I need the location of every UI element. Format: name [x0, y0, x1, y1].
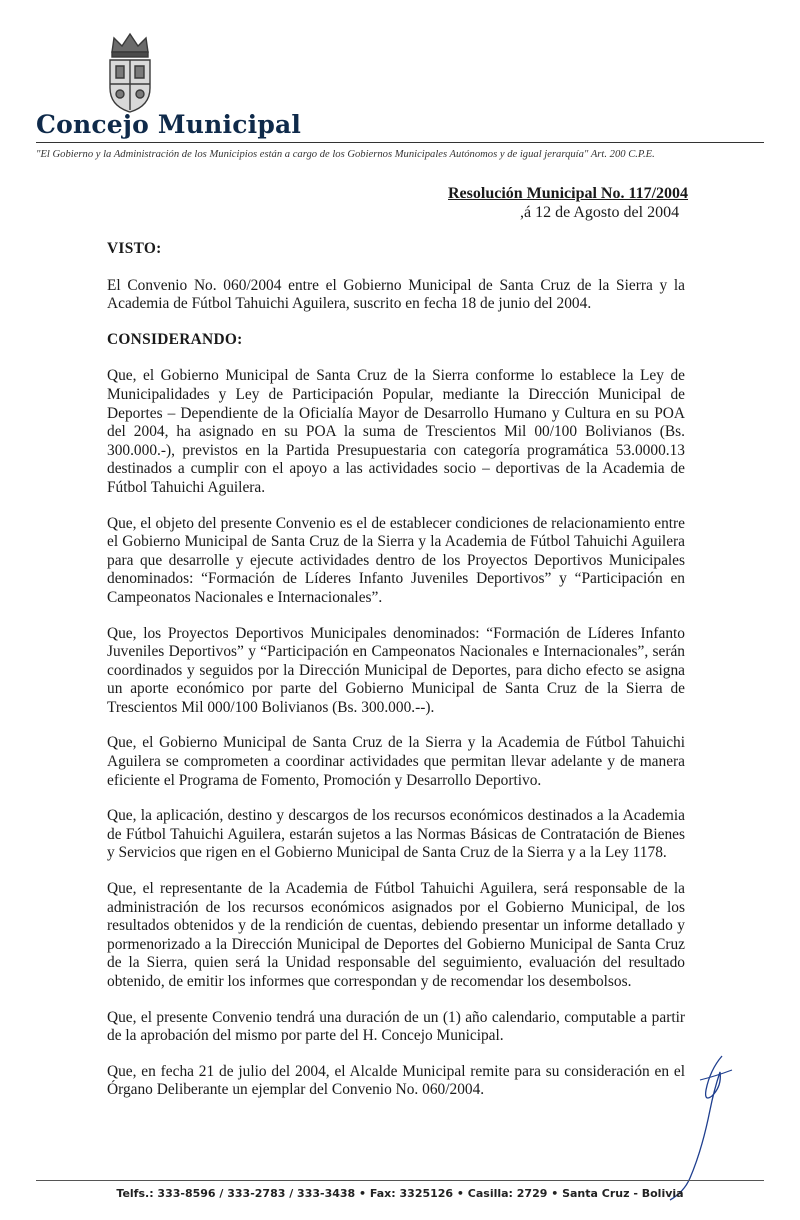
footer-divider: [36, 1180, 764, 1181]
considerando-paragraph: Que, el Gobierno Municipal de Santa Cruz de la Sierra conforme lo establece la Ley de Municipalidades y Ley de Participación Popular, mediante la Dirección Municipal de Deportes – Dependiente de la Oficialía Mayor de Desarrollo Humano y Cultura en su POA del 2004, ha asignado en su POA la suma de Trescientos Mil 00/100 Bolivianos (Bs. 300.000.-), previstos en la Partida Presupuestaria con categoría programática 53.0000.13 destinados a cumplir con el apoyo a las actividades socio – deportivas de la Academia de Fútbol Tahuichi Aguilera.: [107, 367, 685, 496]
considerando-paragraph: Que, el presente Convenio tendrá una duración de un (1) año calendario, computable a partir de la aprobación del mismo por parte del H. Concejo Municipal.: [107, 1008, 685, 1045]
considerando-paragraph: Que, el Gobierno Municipal de Santa Cruz de la Sierra y la Academia de Fútbol Tahuichi Aguilera se comprometen a coordinar actividades que permitan llevar adelante y de manera eficiente el Programa de Fomento, Promoción y Desarrollo Deportivo.: [107, 734, 685, 789]
considerando-paragraph: Que, en fecha 21 de julio del 2004, el Alcalde Municipal remite para su consideración en el Órgano Deliberante un ejemplar del Convenio No. 060/2004.: [107, 1062, 685, 1099]
organization-name: Concejo Municipal: [36, 110, 302, 139]
document-body: [107, 240, 685, 1117]
considerando-paragraph: Que, el objeto del presente Convenio es el de establecer condiciones de relacionamiento entre el Gobierno Municipal de Santa Cruz de la Sierra y la Academia de Fútbol Tahuichi Aguilera para que desarrolle y ejecute actividades dentro de los Proyectos Deportivos Municipales denominados: “Formación de Líderes Infanto Juveniles Deportivos” y “Participación en Campeonatos Nacionales e Internacionales”.: [107, 514, 685, 606]
considerando-paragraph: Que, la aplicación, destino y descargos de los recursos económicos destinados a la Academia de Fútbol Tahuichi Aguilera, estarán sujetos a las Normas Básicas de Contratación de Bienes y Servicios que rigen en el Gobierno Municipal de Santa Cruz de la Sierra y a la Ley 1178.: [107, 807, 685, 862]
header-divider: [36, 142, 764, 143]
resolution-title: Resolución Municipal No. 117/2004: [448, 185, 689, 202]
considerando-paragraph: Que, el representante de la Academia de Fútbol Tahuichi Aguilera, será responsable de la administración de los recursos económicos asignados por el Gobierno Municipal, de los resultados obtenidos y de la rendición de cuentas, debiendo presentar un informe detallado y pormenorizado a la Dirección Municipal de Deportes del Gobierno Municipal de Santa Cruz de la Sierra, quien será la Unidad responsable del seguimiento, evaluación del resultado obtenido, de emitir los informes que correspondan y de recomendar los desembolsos.: [107, 880, 685, 990]
visto-paragraph: El Convenio No. 060/2004 entre el Gobierno Municipal de Santa Cruz de la Sierra y la Academia de Fútbol Tahuichi Aguilera, suscrito en fecha 18 de junio del 2004.: [107, 276, 685, 313]
footer-contact: Telfs.: 333-8596 / 333-2783 / 333-3438 • Fax: 3325126 • Casilla: 2729 • Santa Cruz - Bolivia: [116, 1187, 684, 1200]
signature-mark: [640, 1050, 740, 1210]
visto-heading: VISTO:: [107, 240, 162, 257]
resolution-date: ,á 12 de Agosto del 2004: [520, 204, 680, 221]
coat-of-arms-icon: [104, 30, 156, 114]
considerando-paragraph: Que, los Proyectos Deportivos Municipales denominados: “Formación de Líderes Infanto Juveniles Deportivos” y “Participación en Campeonatos Nacionales e Internacionales”, serán coordinados y seguidos por la Dirección Municipal de Deportes, para dicho efecto se asigna un aporte económico por parte del Gobierno Municipal de Santa Cruz de la Sierra de Trescientos Mil 000/100 Bolivianos (Bs. 300.000.--).: [107, 624, 685, 716]
considerando-heading: CONSIDERANDO:: [107, 330, 243, 348]
motto-text: "El Gobierno y la Administración de los Municipios están a cargo de los Gobiernos Municipales Autónomos y de igual jerarquía" Art. 200 C.P.E.: [36, 149, 655, 160]
